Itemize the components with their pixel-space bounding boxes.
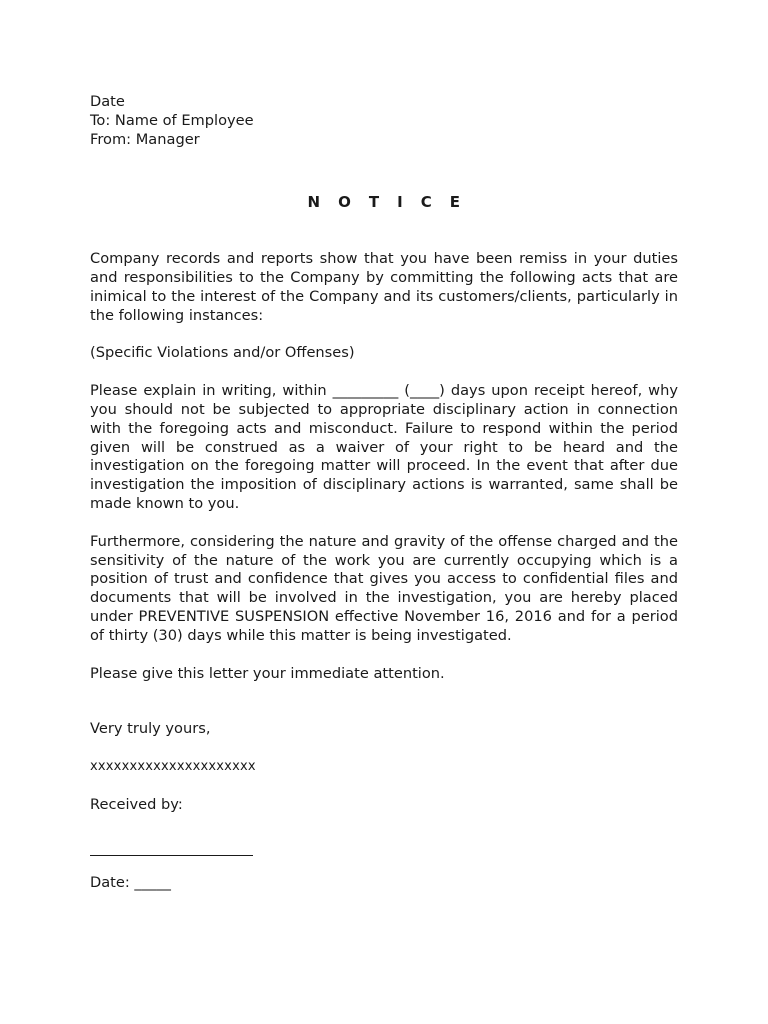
notice-title: N O T I C E [307,193,467,212]
receiver-signature-line [90,841,253,856]
signature-placeholder: xxxxxxxxxxxxxxxxxxxxx [90,759,256,775]
spacer [90,815,678,841]
spacer [90,514,678,533]
paragraph-suspension: Furthermore, considering the nature and gravity of the offense charged and the sensitivity of the nature of the work you are currently occupying which is a position of trust and confidence that gives you access to confidential files and documents that will be involved in the investigation, you are hereby placed under PREVENTIVE SUSPENSION effective November 16, 2016 and for a period of thirty (30) days while this matter is being investigated. [90,532,678,644]
letter-page [90,93,678,893]
spacer [90,325,678,344]
from-line: From: Manager [90,130,200,148]
date-label: Date [90,93,125,110]
received-by-label: Received by: [90,795,183,813]
paragraph-explain: Please explain in writing, within _________ (____) days upon receipt hereof, why you should not be subjected to appropriate disciplinary action in connection with the foregoing acts and misconduct. Failure to respond within the period given will be construed as a waiver of your right to be heard and the investigation on the foregoing matter will proceed. In the event that after due investigation the imposition of disciplinary actions is warranted, same shall be made known to you. [90,382,678,512]
received-date-line: Date: _____ [90,873,171,891]
spacer [90,777,678,796]
to-line: To: Name of Employee [90,111,254,129]
paragraph-records: Company records and reports show that you have been remiss in your duties and responsibilities to the Company by committing the following acts that are inimical to the interest of the Company and its customers/clients, particularly in the following instances: [90,250,678,324]
violations-placeholder: (Specific Violations and/or Offenses) [90,344,355,362]
spacer [90,739,678,758]
spacer [90,363,678,382]
spacer [90,856,678,874]
paragraph-attention: Please give this letter your immediate attention. [90,664,445,682]
spacer [90,683,678,720]
spacer [90,646,678,665]
closing-salutation: Very truly yours, [90,720,211,738]
